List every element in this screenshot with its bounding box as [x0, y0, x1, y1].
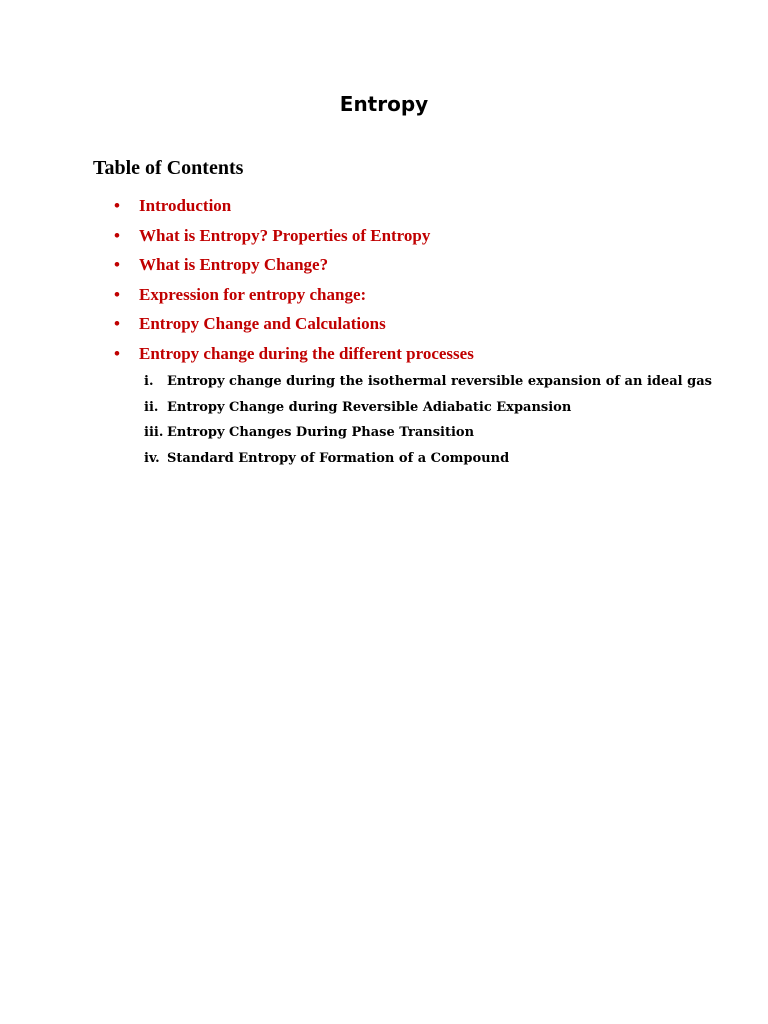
roman-numeral: ii. — [144, 399, 159, 415]
bullet-icon: • — [114, 225, 120, 245]
toc-sublist — [144, 374, 712, 476]
toc-link[interactable]: Entropy Change and Calculations — [139, 314, 386, 334]
toc-link[interactable]: What is Entropy Change? — [139, 255, 329, 275]
roman-numeral: iv. — [144, 450, 160, 466]
toc-item-entropy-change[interactable] — [114, 255, 474, 285]
roman-numeral: i. — [144, 374, 154, 389]
toc-subitem-phase-transition[interactable] — [144, 425, 712, 451]
toc-item-processes[interactable] — [114, 344, 474, 374]
bullet-icon: • — [114, 343, 120, 363]
toc-link[interactable]: What is Entropy? Properties of Entropy — [139, 225, 431, 245]
toc-subitem-formation[interactable] — [144, 451, 712, 477]
toc-item-introduction[interactable] — [114, 196, 474, 226]
toc-sublink[interactable]: Entropy change during the isothermal reversible expansion of an ideal gas — [167, 374, 712, 389]
bullet-icon: • — [114, 196, 120, 215]
toc-heading: Table of Contents — [93, 157, 244, 179]
page-title: Entropy — [339, 92, 429, 116]
roman-numeral: iii. — [144, 425, 164, 440]
toc-link[interactable]: Introduction — [139, 196, 232, 215]
toc-subitem-isothermal[interactable] — [144, 374, 712, 400]
bullet-icon: • — [114, 255, 120, 275]
toc-item-what-is-entropy[interactable] — [114, 226, 474, 256]
bullet-icon: • — [114, 314, 120, 334]
toc-item-calculations[interactable] — [114, 314, 474, 344]
toc-sublink[interactable]: Standard Entropy of Formation of a Compound — [167, 450, 510, 466]
toc-link[interactable]: Entropy change during the different processes — [139, 343, 474, 363]
toc-link[interactable]: Expression for entropy change: — [139, 284, 367, 304]
toc-item-expression[interactable] — [114, 285, 474, 315]
toc-sublink[interactable]: Entropy Changes During Phase Transition — [167, 425, 475, 440]
toc-sublink[interactable]: Entropy Change during Reversible Adiabatic Expansion — [167, 399, 572, 415]
toc-list — [114, 196, 474, 374]
bullet-icon: • — [114, 284, 120, 304]
toc-subitem-adiabatic[interactable] — [144, 400, 712, 426]
